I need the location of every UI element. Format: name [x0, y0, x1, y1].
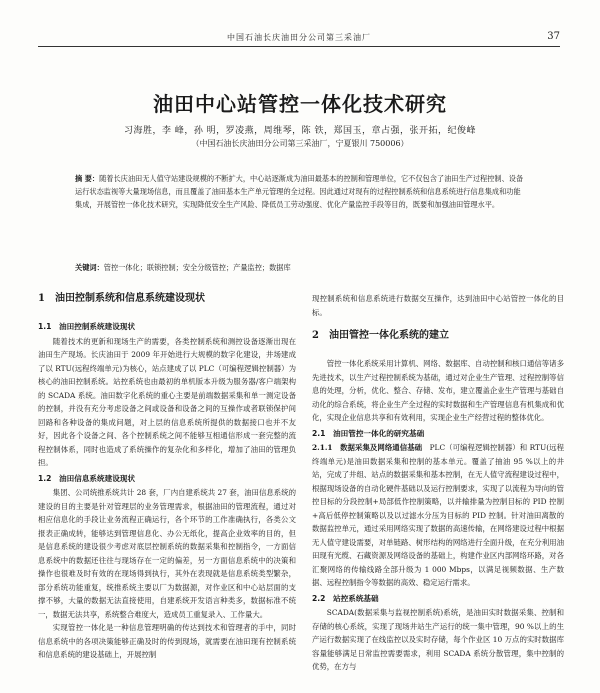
paragraph: 随着技术的更新和现场生产的需要，各类控制系统和测控设备逐渐出现在油田生产现场。长庆油田于 2009 年开始进行大规模的数字化建设，井场建成了以 RTU(远程终端单元)为核心，站点建成了以 PLC（可编程逻辑控制器）为核心的油田控制系统。站控系统也由最初的单机版本升级为服务器/客户端架构的 SCADA 系统。油田数字化系统的重心主要是前端数据采集和单一测定设备的控制，并没有充分考虑设备之间或设备和设备之间的互操作或者联锁保护间回路和各种设备的集成问题，对上层的信息系统所提供的数据接口也并不友好，因此各个设备之间、各个控制系统之间不能够互相通信形成一套完整的流程控制体系，同时也造成了系统操作的复杂化和多样化，增加了油田的管理负担。 [38, 336, 296, 467]
paragraph: 现控制系统和信息系统进行数据交互操作，达到油田中心站管控一体化的目标。 [312, 294, 564, 317]
paragraph: 管控一体化系统采用计算机、网络、数据库、自动控制和核口通信等诸多先进技术，以生产过程控制系统为基础，通过对企业生产管理、过程控制等信息的处理，分析，优化、整合、存储、发布，建立覆盖企业生产管理与基础自动化的综合系统，将企业生产全过程的实时数据和生产管理信息有机集成和优化，实现企业信息共享和有效利用，实现企业生产经营过程的整体优化。 [312, 359, 564, 422]
affiliation: （中国石油长庆油田分公司第三采油厂，宁夏银川 750006） [191, 139, 409, 148]
keywords [75, 262, 525, 274]
paper-title: 油田中心站管控一体化技术研究 [153, 92, 447, 116]
subsection-heading: 1.1 油田控制系统建设现状 [38, 322, 135, 331]
paragraph: 集团、公司统推系统共计 28 套，厂内自建系统共 27 套，油田信息系统的建设的目的主要是针对管理层的业务管理需求，根据油田的管理流程，通过对相应信息化的手段让业务流程正确运行，各个环节的工作准确执行，各类公文报表正确成转，能够达到管理信息化、办公无纸化，提高企业效率的目的，但是信息系统的建设很少考虑对底层控制系统的数据采集和控制指令，一方面信息系统中的数据还往往与现场存在一定的偏差，另一方面信息系统中的决策和操作也很难及时有效的在现场得到执行，其外在表现就是信息系统类型繁杂，部分系统功能重复，统推系统主要以厂为数据源，对作业区和中心站层面的支撑不够，大量的数据无法直接使用，自建系统开发语言种类多，数据标准不统一，数据无法共享，系统整合难度大，造成员工重复录入、工作量大。 [38, 488, 296, 619]
page-number: 37 [547, 31, 560, 42]
section-heading: 1 油田控制系统和信息系统建设现状 [38, 293, 205, 304]
keywords-label: 关键词： [75, 263, 104, 272]
subsection-heading: 2.1 油田管控一体化的研究基础 [312, 428, 425, 438]
journal-name: 中国石油长庆油田分公司第三采油厂 [227, 33, 371, 42]
author-list: 习海胜，李 峰，孙 明，罗凌燕，周维琴，陈 铁，郑国玉，章占强，张开拓，纪俊峰 [123, 126, 477, 136]
left-column [38, 290, 296, 662]
right-column [312, 292, 564, 674]
section-heading: 2 油田管控一体化系统的建立 [312, 330, 449, 341]
keywords-text: 管控一体化；联锁控制；安全分级管控；产量监控；数据库 [103, 263, 291, 272]
abstract-label: 摘 要： [75, 174, 100, 183]
paragraph: SCADA(数据采集与监视控制系统)系统，是油田实时数据采集、控制和存储的核心系统，实现了现场井站生产运行的统一集中管理，90 %以上的生产运行数据实现了在线监控以及实时存储，每个作业区 10 万点的实时数据库容量能够满足日常监控需要需求，利用 SCADA 系统分散管理，集中控制的优势，在方与 [312, 608, 564, 671]
paragraph [312, 441, 564, 590]
paragraph-text: PLC（可编程逻辑控制器）和 RTU(远程终端单元)是油田数据采集和控制的基本单元。覆盖了抽油 95 %以上的井站，完成了井组、站点的数据采集和基本控制，在无人值守流程建设过程中，根据现场设备的自动化硬件基础以及运行控制要求，实现了以流程为导向的管控目标的分段控制+局部低作控制策略，以并输排量为控制目标的 PID 控制+高后低停控制策略以及以过滤水分压为目标的 PID 控制。针对油田离散的数据监控单元，通过采用网络实现了数据的高速传输，在网络建设过程中根据无人值守建设需要，对单链路、树形结构的网络进行全面升级，在充分利用油田现有光缆、石藏资源及网络设备的基础上，构建作业区内部网络环路，对各汇聚网络的传输线路全部升级为 1 000 Mbps，以满足视频数据、生产数据、远程控制指令等数据的高效、稳定运行需求。 [312, 443, 564, 587]
subsection-heading: 1.2 油田信息系统建设现状 [38, 473, 135, 483]
subsection-heading: 2.2 站控系统基础 [312, 593, 379, 603]
paragraph: 实现管控一体化是一种信息管理明确的传达到技术和管理者的手中，同时信息系统中的各项决策能够正确及时的传到现场，就需要在油田现有控制系统和信息系统的建设基础上，开展控制 [38, 623, 296, 659]
subsubsection-heading: 2.1.1 数据采集及网络通信基础 [312, 443, 423, 452]
abstract [75, 172, 525, 211]
running-header [38, 30, 560, 47]
abstract-text: 随着长庆油田无人值守站建设规模的不断扩大，中心站逐渐成为油田最基本的控制和管理单位，它不仅包含了油田生产过程控制、设备运行状态监视等大量现场信息，而且覆盖了油田基本生产单元管理的全过程。因此通过对现有的过程控制系统和信息系统进行信息集成和功能集成，开展管控一体化技术研究，实现降低安全生产风险、降低员工劳动强度、优化产量监控手段等目的，既要和加强油田管理水平。 [75, 174, 524, 209]
